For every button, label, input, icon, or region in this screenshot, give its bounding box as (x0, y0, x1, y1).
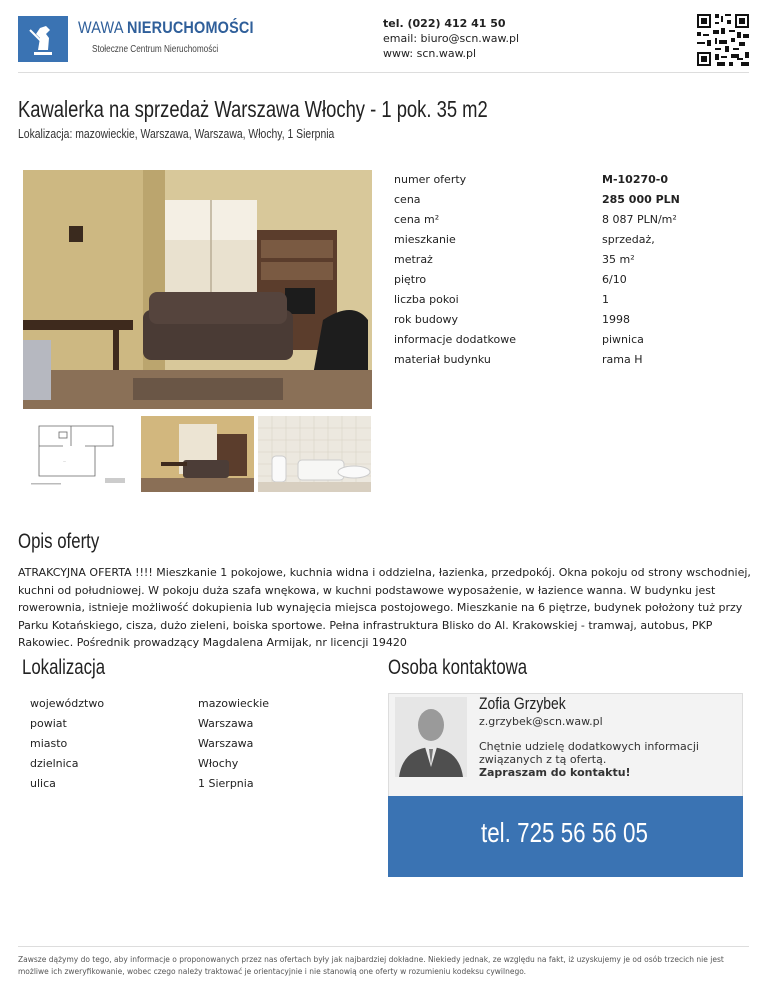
detail-value: 285 000 PLN (602, 193, 680, 206)
qr-code-icon (697, 14, 749, 66)
location-row (30, 694, 350, 714)
thumbnail-bathroom[interactable] (258, 416, 371, 492)
detail-key: numer oferty (394, 173, 467, 186)
contact-heading: Osoba kontaktowa (388, 656, 528, 679)
contact-cta: Zapraszam do kontaktu! (479, 766, 631, 779)
detail-row (394, 270, 744, 290)
location-value: Warszawa (198, 737, 254, 750)
detail-row (394, 250, 744, 270)
location-table (30, 694, 350, 794)
offer-details-table (394, 170, 744, 370)
offer-title: Kawalerka na sprzedaż Warszawa Włochy - 1 pok. 35 m2 (18, 96, 488, 122)
detail-row (394, 330, 744, 350)
header-www[interactable]: www: scn.waw.pl (383, 47, 477, 60)
location-key: dzielnica (30, 757, 79, 770)
location-row (30, 714, 350, 734)
detail-value: 35 m² (602, 253, 635, 266)
detail-key: cena (394, 193, 421, 206)
location-key: województwo (30, 697, 105, 710)
detail-key: cena m² (394, 213, 440, 226)
detail-key: mieszkanie (394, 233, 456, 246)
detail-key: metraż (394, 253, 433, 266)
detail-row (394, 350, 744, 370)
detail-value: 8 087 PLN/m² (602, 213, 677, 226)
description-heading: Opis oferty (18, 530, 100, 553)
location-line: Lokalizacja: mazowieckie, Warszawa, Warszawa, Włochy, 1 Sierpnia (18, 126, 335, 141)
detail-value: sprzedaż, (602, 233, 655, 246)
contact-info-text: Chętnie udzielę dodatkowych informacji związanych z tą ofertą. (479, 740, 699, 766)
detail-key: informacje dodatkowe (394, 333, 517, 346)
thumbnail-floorplan[interactable] (23, 416, 136, 492)
detail-value: 6/10 (602, 273, 627, 286)
detail-key: piętro (394, 273, 427, 286)
detail-row (394, 170, 744, 190)
location-row (30, 754, 350, 774)
location-value: mazowieckie (198, 697, 270, 710)
detail-key: liczba pokoi (394, 293, 459, 306)
location-value: 1 Sierpnia (198, 777, 254, 790)
detail-value: 1 (602, 293, 609, 306)
contact-info (479, 740, 729, 779)
contact-phone[interactable]: tel. 725 56 56 05 (481, 817, 648, 848)
header-contact (383, 16, 519, 61)
location-row (30, 734, 350, 754)
detail-key: rok budowy (394, 313, 459, 326)
header-email[interactable]: email: biuro@scn.waw.pl (383, 32, 520, 45)
detail-row (394, 290, 744, 310)
detail-row (394, 190, 744, 210)
logo-knight-icon (18, 16, 68, 62)
svg-text:—: — (63, 459, 66, 463)
contact-email[interactable]: z.grzybek@scn.waw.pl (479, 715, 603, 728)
location-key: miasto (30, 737, 68, 750)
location-value: Włochy (198, 757, 239, 770)
logo-title: WAWA NIERUCHOMOŚCI (78, 18, 254, 37)
detail-row (394, 210, 744, 230)
thumbnail-room[interactable] (141, 416, 254, 492)
detail-value: M-10270-0 (602, 173, 668, 186)
footer-disclaimer: Zawsze dążymy do tego, aby informacje o proponowanych przez nas ofertach były jak najbardziej dokładne. Niekiedy jednak, ze względu na fakt, iż uzyskujemy je od osób trzecich nie jest możliwe ich zweryfikowanie, wobec czego należy traktować je orientacyjnie i nie stanowią one oferty w rozumieniu kodeksu cywilnego. (18, 955, 724, 976)
detail-key: materiał budynku (394, 353, 491, 366)
detail-value: 1998 (602, 313, 630, 326)
detail-value: rama H (602, 353, 643, 366)
detail-value: piwnica (602, 333, 644, 346)
header-divider (18, 72, 749, 73)
header-phone: tel. (022) 412 41 50 (383, 17, 506, 30)
detail-row (394, 230, 744, 250)
person-avatar-icon (395, 697, 467, 777)
logo-subtitle: Stołeczne Centrum Nieruchomości (92, 44, 219, 55)
location-heading: Lokalizacja (22, 656, 106, 679)
footer-divider (18, 946, 749, 947)
description-text: ATRAKCYJNA OFERTA !!!! Mieszkanie 1 pokojowe, kuchnia widna i oddzielna, łazienka, przedpokój. Okna pokoju od strony wschodniej, kuchni od południowej. W pokoju duża szafa wnękowa, w kuchni podstawowe wyposażenie, w łazience wanna. W budynku jest rowerownia, istnieje możliwość dokupienia lub wynajęcia miejsca postojowego. Mieszkanie na 6 piętrze, budynek położony tuż przy Parku Kotańskiego, cisza, dużo zieleni, boiska sportowe. Pełna infrastruktura Blisko do Al. Krakowskiej - tramwaj, autobus, PKP Rakowiec. Pośrednik prowadzący Magdalena Armijak, nr licencji 19420 (18, 566, 751, 649)
location-value: Warszawa (198, 717, 254, 730)
location-row (30, 774, 350, 794)
detail-row (394, 310, 744, 330)
location-key: ulica (30, 777, 56, 790)
location-key: powiat (30, 717, 67, 730)
contact-name: Zofia Grzybek (479, 694, 566, 713)
main-photo[interactable] (23, 170, 372, 409)
